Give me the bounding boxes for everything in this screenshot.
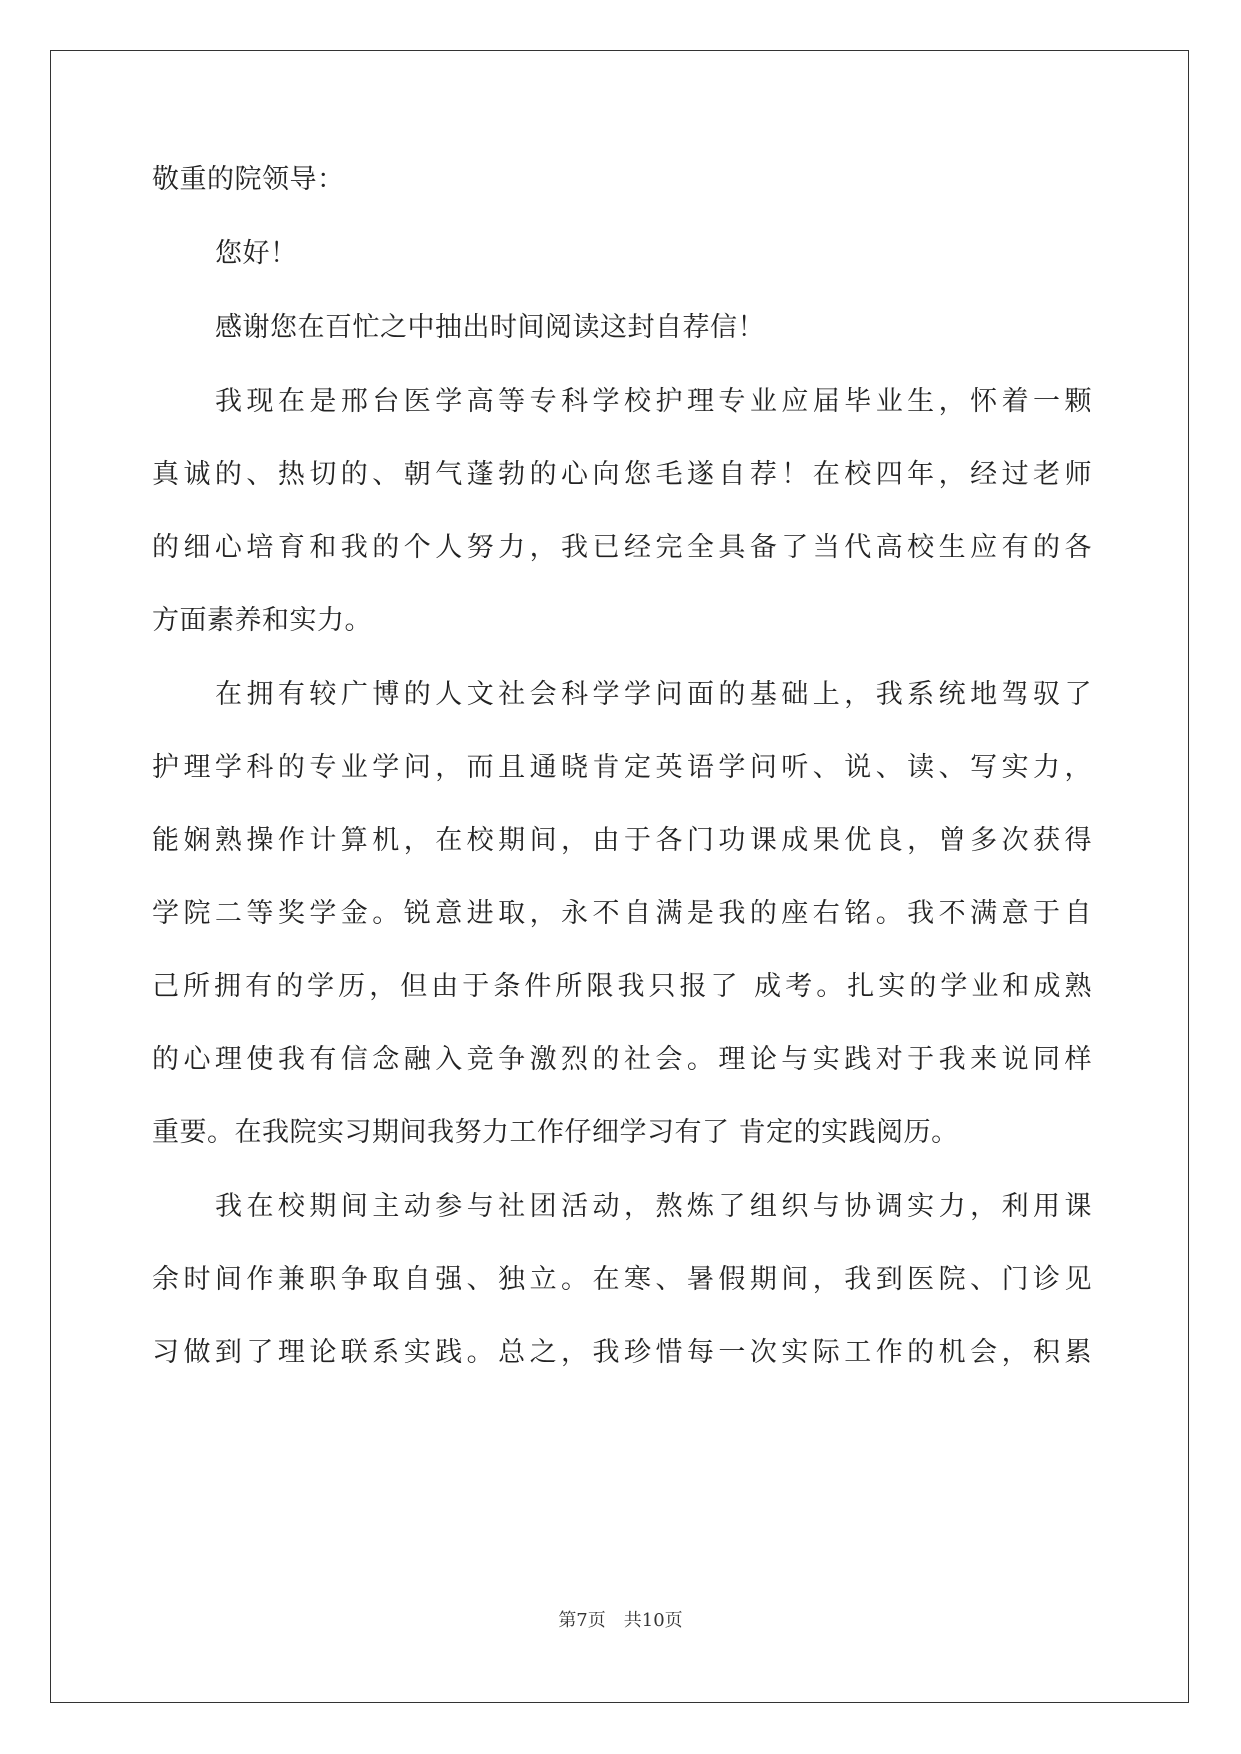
page-border: [50, 50, 1189, 1703]
paragraph-line: 真诚的、热切的、朝气蓬勃的心向您毛遂自荐！在校四年，经过老师: [152, 459, 1092, 490]
paragraph-line: 学院二等奖学金。锐意进取，永不自满是我的座右铭。我不满意于自: [152, 898, 1092, 929]
paragraph-line: 在拥有较广博的人文社会科学学问面的基础上，我系统地驾驭了: [215, 679, 1092, 710]
paragraph-line: 的细心培育和我的个人努力，我已经完全具备了当代高校生应有的各: [152, 532, 1092, 563]
paragraph-line: 余时间作兼职争取自强、独立。在寒、暑假期间，我到医院、门诊见: [152, 1264, 1092, 1295]
paragraph-line: 的心理使我有信念融入竞争激烈的社会。理论与实践对于我来说同样: [152, 1044, 1092, 1075]
paragraph-line: 我在校期间主动参与社团活动，熬炼了组织与协调实力，利用课: [215, 1191, 1092, 1222]
paragraph-line: 习做到了理论联系实践。总之，我珍惜每一次实际工作的机会，积累: [152, 1337, 1092, 1368]
page-number: 第7页 共10页: [558, 1610, 683, 1631]
paragraph-line: 重要。在我院实习期间我努力工作仔细学习有了 肯定的实践阅历。: [152, 1117, 959, 1148]
paragraph-line: 护理学科的专业学问，而且通晓肯定英语学问听、说、读、写实力，: [152, 752, 1092, 783]
greeting: 您好！: [215, 238, 298, 269]
paragraph-line: 能娴熟操作计算机，在校期间，由于各门功课成果优良，曾多次获得: [152, 825, 1092, 856]
paragraph-line: 我现在是邢台医学高等专科学校护理专业应届毕业生，怀着一颗: [215, 386, 1092, 417]
salutation: 敬重的院领导：: [152, 164, 345, 195]
thanks-line: 感谢您在百忙之中抽出时间阅读这封自荐信！: [215, 312, 765, 343]
paragraph-line: 方面素养和实力。: [152, 605, 372, 636]
paragraph-line: 己所拥有的学历，但由于条件所限我只报了 成考。扎实的学业和成熟: [152, 971, 1092, 1002]
